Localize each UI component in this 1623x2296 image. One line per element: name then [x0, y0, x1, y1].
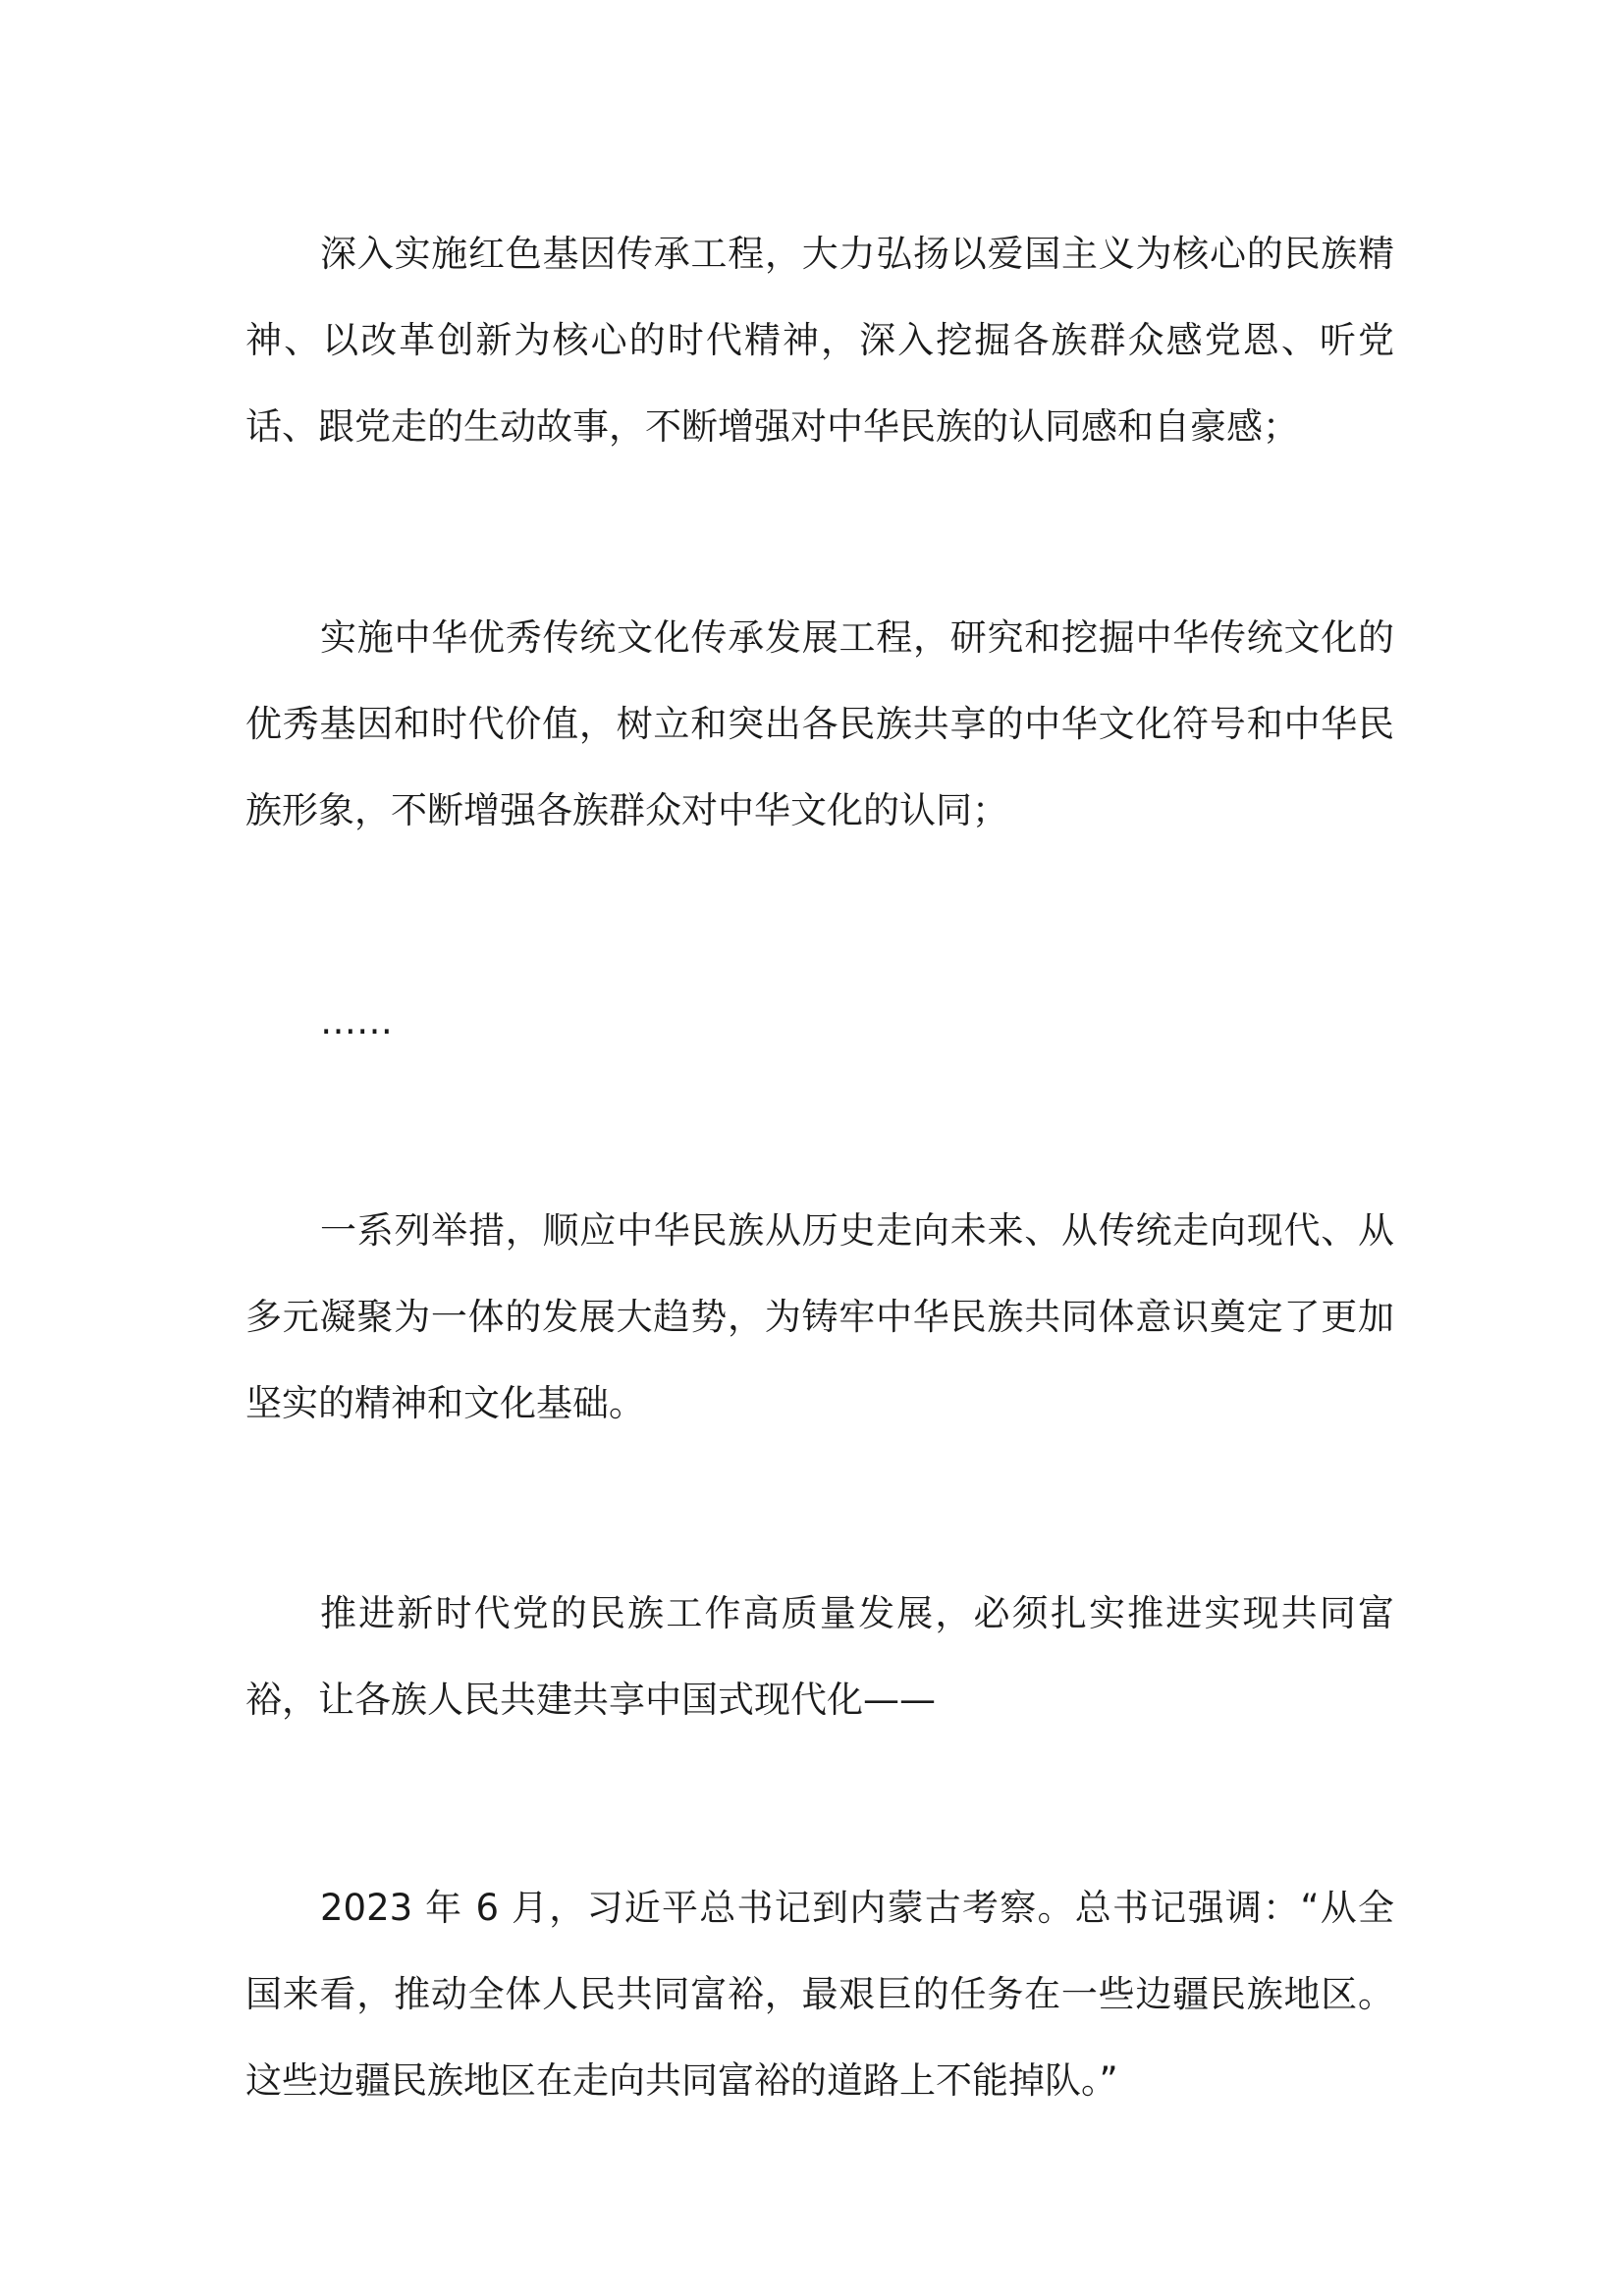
- paragraph-red-gene-inheritance: 深入实施红色基因传承工程，大力弘扬以爱国主义为核心的民族精神、以改革创新为核心的时代精神，深入挖掘各族群众感党恩、听党话、跟党走的生动故事，不断增强对中华民族的认同感和自豪感；: [245, 233, 1394, 448]
- paragraph-common-prosperity: 推进新时代党的民族工作高质量发展，必须扎实推进实现共同富裕，让各族人民共建共享中国式现代化——: [245, 1592, 1394, 1721]
- paragraph-series-of-measures: 一系列举措，顺应中华民族从历史走向未来、从传统走向现代、从多元凝聚为一体的发展大趋势，为铸牢中华民族共同体意识奠定了更加坚实的精神和文化基础。: [245, 1209, 1394, 1424]
- paragraph-inner-mongolia-quote: 2023 年 6 月，习近平总书记到内蒙古考察。总书记强调：“从全国来看，推动全体人民共同富裕，最艰巨的任务在一些边疆民族地区。这些边疆民族地区在走向共同富裕的道路上不能掉队。”: [245, 1887, 1394, 2102]
- paragraph-traditional-culture: 实施中华优秀传统文化传承发展工程，研究和挖掘中华传统文化的优秀基因和时代价值，树立和突出各民族共享的中华文化符号和中华民族形象，不断增强各族群众对中华文化的认同；: [245, 616, 1394, 831]
- paragraph-ellipsis: ……: [320, 1000, 393, 1042]
